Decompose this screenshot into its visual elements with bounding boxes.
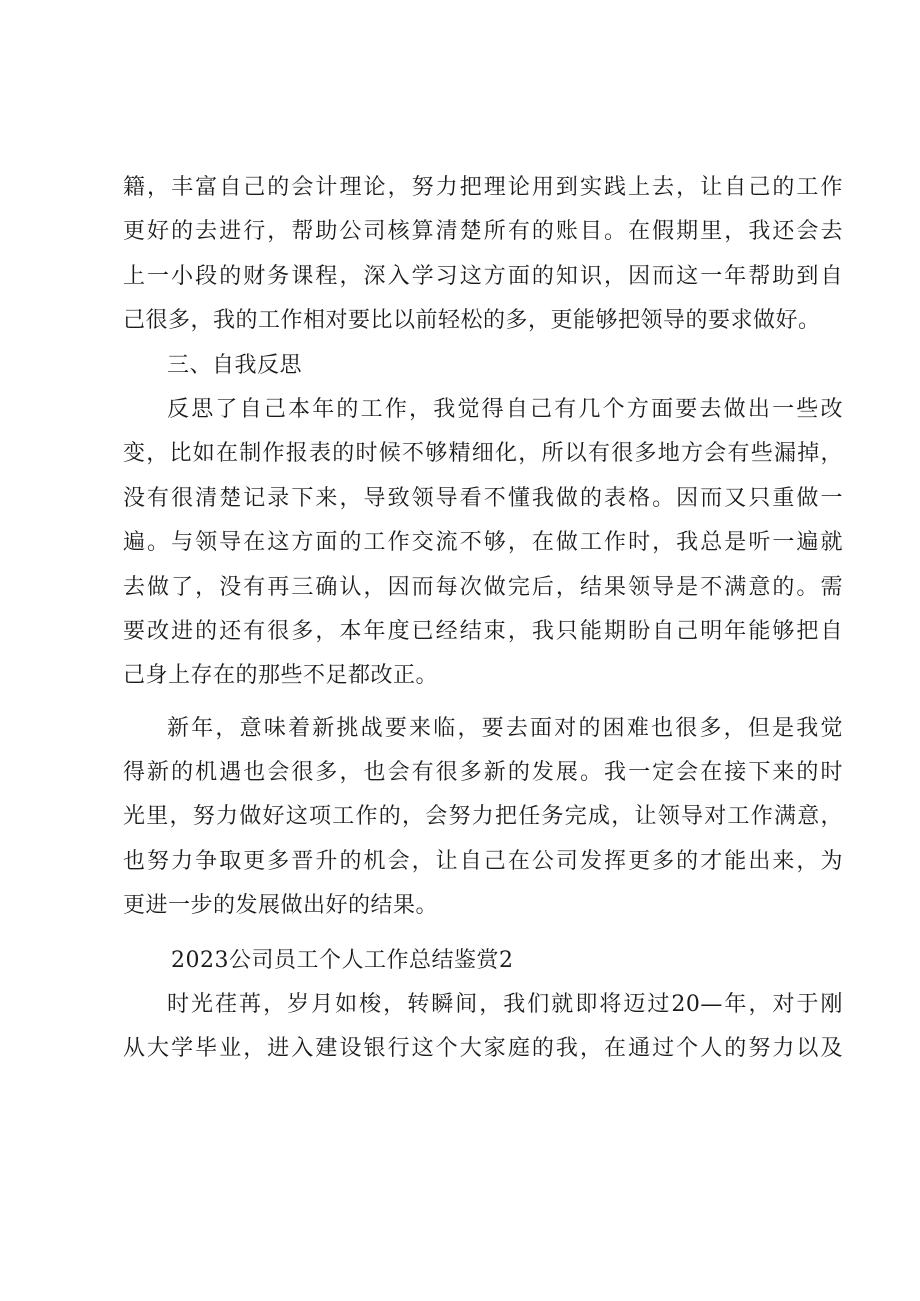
article-title: 2023公司员工个人工作总结鉴赏2 [171,947,514,973]
paragraph-line: 上一小段的财务课程，深入学习这方面的知识，因而这一年帮助到自 [123,263,843,289]
paragraph-line: 也努力争取更多晋升的机会，让自己在公司发挥更多的才能出来，为 [123,848,843,874]
paragraph-line: 没有很清楚记录下来，导致领导看不懂我做的表格。因而又只重做一 [123,485,843,511]
paragraph-line: 去做了，没有再三确认，因而每次做完后，结果领导是不满意的。需 [123,574,843,600]
paragraph-line: 籍，丰富自己的会计理论，努力把理论用到实践上去，让自己的工作 [123,175,843,200]
paragraph-line: 反思了自己本年的工作，我觉得自己有几个方面要去做出一些改 [167,396,843,422]
paragraph-line: 己身上存在的那些不足都改正。 [123,663,439,689]
paragraph-line: 时光荏苒，岁月如梭，转瞬间，我们就即将迈过20—年，对于刚 [167,992,843,1018]
paragraph-line: 更好的去进行，帮助公司核算清楚所有的账目。在假期里，我还会去 [123,219,843,245]
paragraph-line: 光里，努力做好这项工作的，会努力把任务完成，让领导对工作满意， [123,804,843,830]
paragraph-line: 新年，意味着新挑战要来临，要去面对的困难也很多，但是我觉 [167,715,843,741]
document-body [123,166,843,1072]
paragraph-line: 己很多，我的工作相对要比以前轻松的多，更能够把领导的要求做好。 [123,308,821,334]
paragraph-line: 更进一步的发展做出好的结果。 [123,893,439,919]
paragraph-line: 得新的机遇也会很多，也会有很多新的发展。我一定会在接下来的时 [123,760,843,786]
paragraph-line: 变，比如在制作报表的时候不够精细化，所以有很多地方会有些漏掉， [123,441,843,467]
paragraph-line: 要改进的还有很多，本年度已经结束，我只能期盼自己明年能够把自 [123,618,843,644]
paragraph-line: 遍。与领导在这方面的工作交流不够，在做工作时，我总是听一遍就 [123,530,843,556]
section-heading: 三、自我反思 [167,352,303,378]
paragraph-line: 从大学毕业，进入建设银行这个大家庭的我，在通过个人的努力以及 [123,1036,843,1062]
